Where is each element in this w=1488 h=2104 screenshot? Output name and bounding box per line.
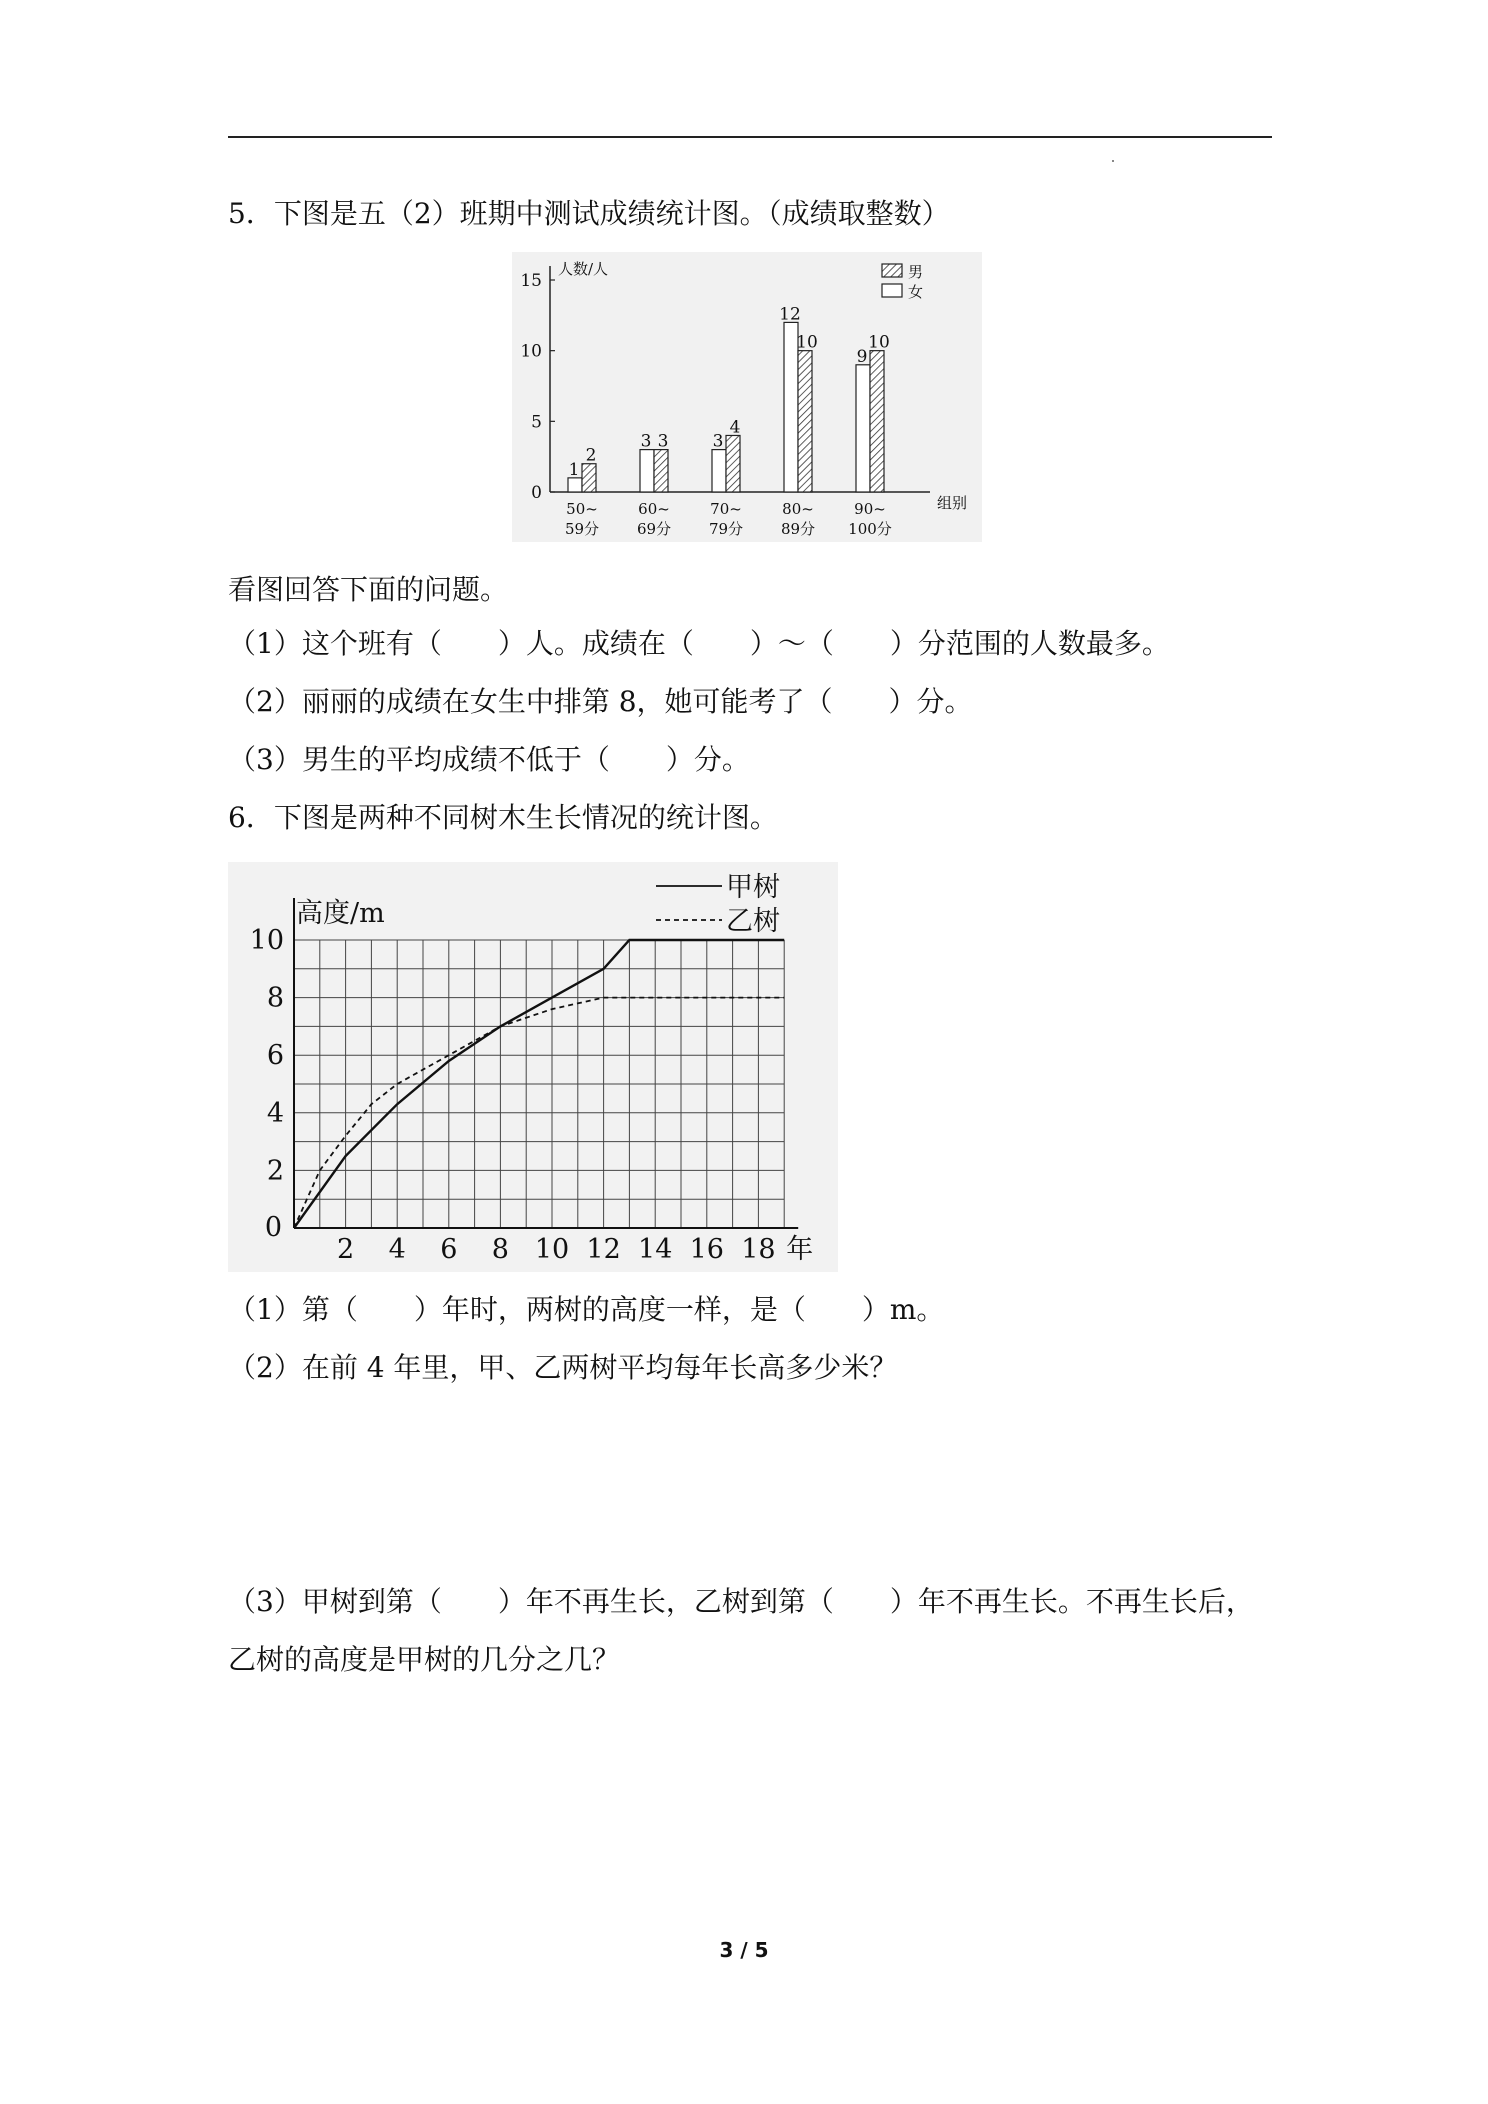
header-rule [228, 136, 1272, 138]
score-bar-chart [512, 252, 982, 542]
tree-growth-line-chart [228, 862, 838, 1272]
x-tick-label: 50~ [566, 500, 598, 518]
bar-value-label: 3 [712, 431, 724, 452]
x-tick-label: 70~ [710, 500, 742, 518]
q5-instruction: 看图回答下面的问题。 [228, 573, 509, 606]
bar-value-label: 3 [657, 431, 669, 452]
legend-swatch [882, 264, 902, 277]
bar-male [870, 351, 884, 492]
y-axis-label: 人数/人 [558, 260, 609, 278]
x-tick-label: 90~ [854, 500, 886, 518]
x-tick-label: 89分 [780, 520, 816, 538]
x-tick-label: 14 [638, 1234, 673, 1265]
page-number: 3 / 5 [719, 1938, 769, 1962]
x-tick-label: 100分 [848, 520, 892, 538]
legend-label: 甲树 [726, 872, 780, 903]
legend-label: 乙树 [726, 906, 780, 937]
y-tick-label: 10 [520, 341, 542, 362]
y-tick-label: 6 [266, 1040, 284, 1072]
x-tick-label: 69分 [636, 520, 672, 538]
x-tick-label: 12 [586, 1234, 621, 1265]
x-axis-label: 组别 [937, 494, 968, 512]
y-tick-label: 15 [520, 271, 542, 291]
bar-female [640, 450, 654, 492]
q6-sub1: （1）第（ ）年时，两树的高度一样，是（ ）m。 [228, 1293, 945, 1326]
x-tick-label: 4 [388, 1234, 406, 1265]
bar-value-label: 10 [868, 332, 890, 353]
q6-sub3-line2: 乙树的高度是甲树的几分之几？ [228, 1643, 621, 1676]
bar-value-label: 10 [796, 332, 818, 353]
bar-value-label: 2 [585, 445, 597, 466]
bar-female [712, 450, 726, 492]
bar-value-label: 12 [779, 304, 801, 325]
x-tick-label: 8 [491, 1234, 509, 1265]
origin-label: 0 [264, 1212, 282, 1243]
q6-title: 6．下图是两种不同树木生长情况的统计图。 [228, 801, 778, 834]
y-tick-label: 2 [266, 1155, 284, 1187]
y-tick-label: 4 [266, 1097, 284, 1129]
x-tick-label: 79分 [708, 520, 744, 538]
x-tick-label: 2 [337, 1234, 355, 1265]
bar-value-label: 1 [568, 459, 580, 480]
bar-male [654, 450, 668, 492]
x-tick-label: 16 [689, 1234, 724, 1265]
x-tick-label: 60~ [638, 500, 670, 518]
bar-female [568, 478, 582, 492]
x-tick-label: 80~ [782, 500, 814, 518]
q5-sub3: （3）男生的平均成绩不低于（ ）分。 [228, 743, 750, 776]
y-axis-label: 高度/m [296, 898, 385, 929]
x-tick-label: 18 [741, 1234, 776, 1265]
x-axis-label: 年 [786, 1234, 814, 1265]
bar-male [726, 435, 740, 492]
y-tick-label: 10 [249, 925, 284, 956]
bar-male [582, 464, 596, 492]
q6-sub3-line1: （3）甲树到第（ ）年不再生长，乙树到第（ ）年不再生长。不再生长后， [228, 1585, 1254, 1618]
x-tick-label: 59分 [564, 520, 600, 538]
legend-swatch [882, 284, 902, 297]
q5-title: 5．下图是五（2）班期中测试成绩统计图。（成绩取整数） [228, 197, 950, 230]
bar-value-label: 3 [640, 431, 652, 452]
y-tick-label: 8 [266, 982, 284, 1014]
legend-label: 女 [908, 283, 924, 301]
x-tick-label: 6 [440, 1234, 458, 1265]
q6-sub2: （2）在前 4 年里，甲、乙两树平均每年长高多少米？ [228, 1351, 898, 1384]
y-tick-label: 0 [531, 483, 542, 503]
header-mark [1112, 160, 1114, 162]
q5-sub2: （2）丽丽的成绩在女生中排第 8，她可能考了（ ）分。 [228, 685, 973, 718]
x-tick-label: 10 [534, 1234, 570, 1265]
bar-male [798, 351, 812, 492]
bar-female [856, 365, 870, 492]
legend-label: 男 [908, 263, 924, 281]
y-tick-label: 5 [531, 412, 542, 433]
q5-sub1: （1）这个班有（ ）人。成绩在（ ）～（ ）分范围的人数最多。 [228, 627, 1170, 660]
bar-value-label: 4 [729, 417, 741, 438]
bar-value-label: 9 [856, 346, 868, 367]
